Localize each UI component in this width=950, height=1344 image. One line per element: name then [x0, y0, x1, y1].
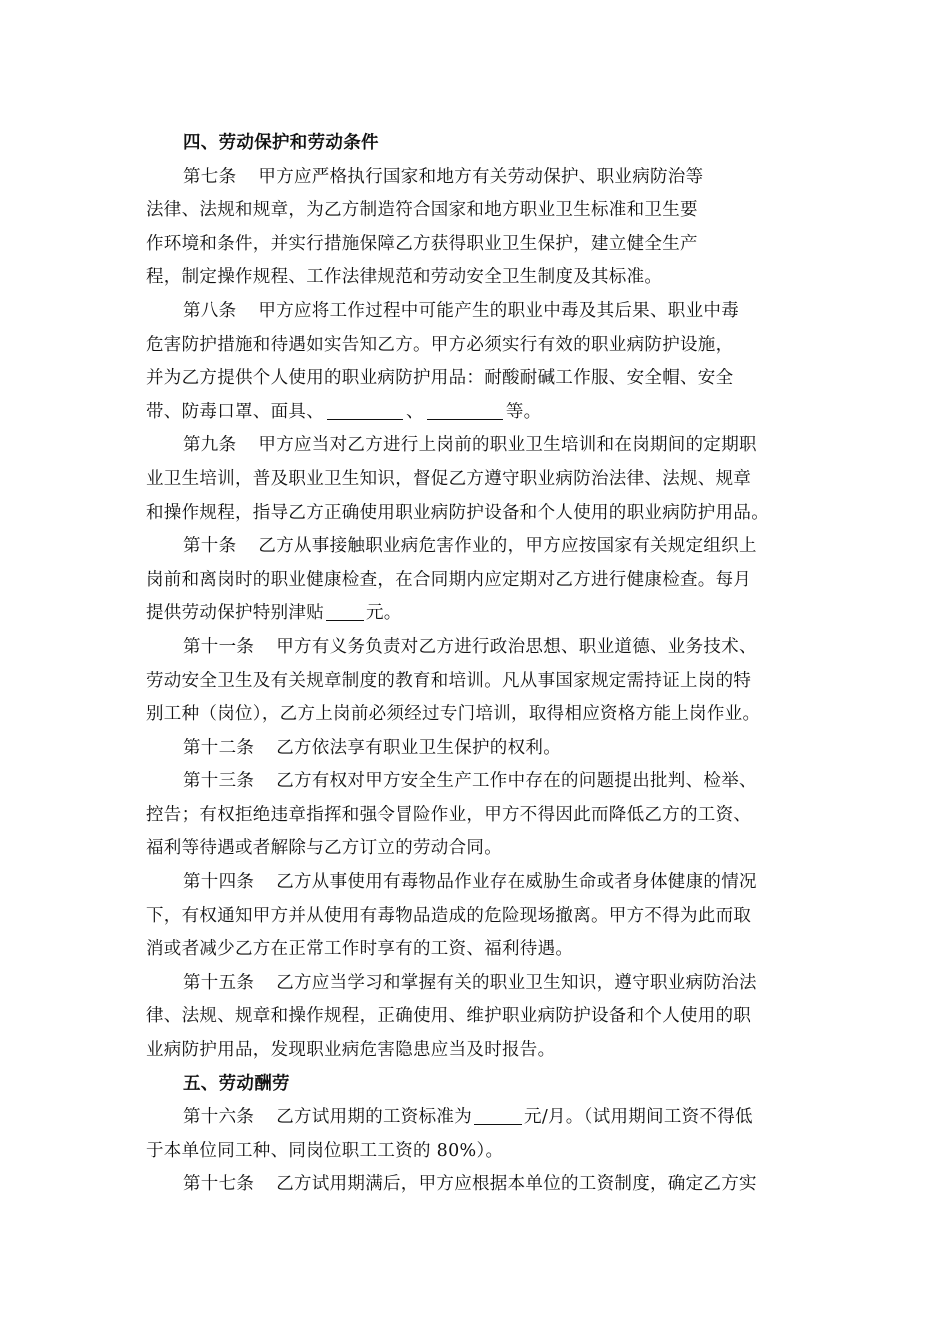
article-8-line-2: 危害防护措施和待遇如实告知乙方。甲方必须实行有效的职业病防护设施，	[146, 334, 734, 355]
article-9-line-3: 和操作规程，指导乙方正确使用职业病防护设备和个人使用的职业病防护用品。	[146, 502, 769, 523]
article-13-line-3: 福利等待遇或者解除与乙方订立的劳动合同。	[146, 838, 502, 859]
article-text: 乙方从事接触职业病危害作业的，甲方应按国家有关规定组织上	[258, 536, 757, 557]
fill-in-blank[interactable]	[474, 1106, 522, 1125]
fill-in-blank[interactable]	[427, 401, 503, 420]
article-text: 乙方从事使用有毒物品作业存在威胁生命或者身体健康的情况	[276, 872, 757, 893]
article-13-line-2: 控告；有权拒绝违章指挥和强令冒险作业，甲方不得因此而降低乙方的工资、	[146, 804, 752, 825]
article-9-line-1	[146, 429, 806, 463]
article-text: 甲方有义务负责对乙方进行政治思想、职业道德、业务技术、	[276, 636, 757, 657]
article-7-line-4: 程，制定操作规程、工作法律规范和劳动安全卫生制度及其标准。	[146, 267, 663, 288]
article-14-line-1	[146, 866, 806, 900]
article-number: 第十四条	[183, 872, 255, 893]
article-10-line-3	[146, 597, 806, 631]
article-number: 第八条	[183, 300, 237, 321]
article-number: 第十三条	[183, 771, 255, 792]
article-text: 甲方应严格执行国家和地方有关劳动保护、职业病防治等	[258, 166, 704, 187]
article-11-line-3: 别工种（岗位），乙方上岗前必须经过专门培训，取得相应资格方能上岗作业。	[146, 704, 761, 725]
article-text: 乙方有权对甲方安全生产工作中存在的问题提出批判、检举、	[276, 771, 757, 792]
article-11-line-2: 劳动安全卫生及有关规章制度的教育和培训。凡从事国家规定需持证上岗的特	[146, 670, 752, 691]
article-11-line-1	[146, 631, 806, 665]
article-text: 甲方应当对乙方进行上岗前的职业卫生培训和在岗期间的定期职	[258, 435, 757, 456]
article-number: 第十七条	[183, 1174, 255, 1195]
article-8-line-3: 并为乙方提供个人使用的职业病防护用品：耐酸耐碱工作服、安全帽、安全	[146, 368, 734, 389]
article-text: 等。	[505, 401, 542, 422]
article-number: 第十五条	[183, 972, 255, 993]
article-number: 第十二条	[183, 737, 255, 758]
article-7-line-2: 法律、法规和规章，为乙方制造符合国家和地方职业卫生标准和卫生要	[146, 200, 698, 221]
article-16-line-2: 于本单位同工种、同岗位职工工资的 80%）。	[146, 1140, 504, 1161]
article-text: 元。	[366, 603, 402, 624]
article-number: 第十一条	[183, 636, 255, 657]
article-7-line-1	[146, 161, 806, 195]
article-text: 带、防毒口罩、面具、	[146, 401, 324, 422]
article-8-line-1	[146, 295, 806, 329]
article-7-line-3: 作环境和条件，并实行措施保障乙方获得职业卫生保护，建立健全生产	[146, 233, 698, 254]
article-15-line-2: 律、法规、规章和操作规程，正确使用、维护职业病防护设备和个人使用的职	[146, 1006, 752, 1027]
article-9-line-2: 业卫生培训，普及职业卫生知识，督促乙方遵守职业病防治法律、法规、规章	[146, 468, 752, 489]
article-number: 第七条	[183, 166, 237, 187]
article-text: 提供劳动保护特别津贴	[146, 603, 324, 624]
article-text: 乙方应当学习和掌握有关的职业卫生知识，遵守职业病防治法	[276, 972, 757, 993]
article-10-line-1	[146, 530, 806, 564]
article-text: 甲方应将工作过程中可能产生的职业中毒及其后果、职业中毒	[258, 300, 740, 321]
article-text: 、	[406, 401, 424, 422]
article-10-line-2: 岗前和离岗时的职业健康检查，在合同期内应定期对乙方进行健康检查。每月	[146, 569, 752, 590]
article-17-line-1	[146, 1168, 806, 1202]
document-body	[146, 127, 806, 1202]
article-number: 第十条	[183, 536, 237, 557]
article-16-line-1	[146, 1101, 806, 1135]
article-number: 第九条	[183, 435, 237, 456]
article-15-line-1	[146, 967, 806, 1001]
article-text: 乙方依法享有职业卫生保护的权利。	[276, 737, 562, 758]
article-text: 乙方试用期的工资标准为	[276, 1107, 473, 1128]
article-8-line-4	[146, 396, 806, 430]
article-text: 元/月。（试用期间工资不得低	[524, 1107, 753, 1128]
article-14-line-2: 下，有权通知甲方并从使用有毒物品造成的危险现场撤离。甲方不得为此而取	[146, 905, 752, 926]
article-14-line-3: 消或者减少乙方在正常工作时享有的工资、福利待遇。	[146, 939, 574, 960]
article-12-line-1	[146, 732, 806, 766]
fill-in-blank[interactable]	[327, 401, 403, 420]
section-heading-5: 五、劳动酬劳	[183, 1073, 290, 1094]
article-text: 乙方试用期满后，甲方应根据本单位的工资制度，确定乙方实	[276, 1174, 757, 1195]
section-heading-4: 四、劳动保护和劳动条件	[183, 133, 379, 153]
article-15-line-3: 业病防护用品，发现职业病危害隐患应当及时报告。	[146, 1040, 556, 1061]
article-13-line-1	[146, 765, 806, 799]
article-number: 第十六条	[183, 1107, 255, 1128]
fill-in-blank[interactable]	[326, 602, 364, 621]
